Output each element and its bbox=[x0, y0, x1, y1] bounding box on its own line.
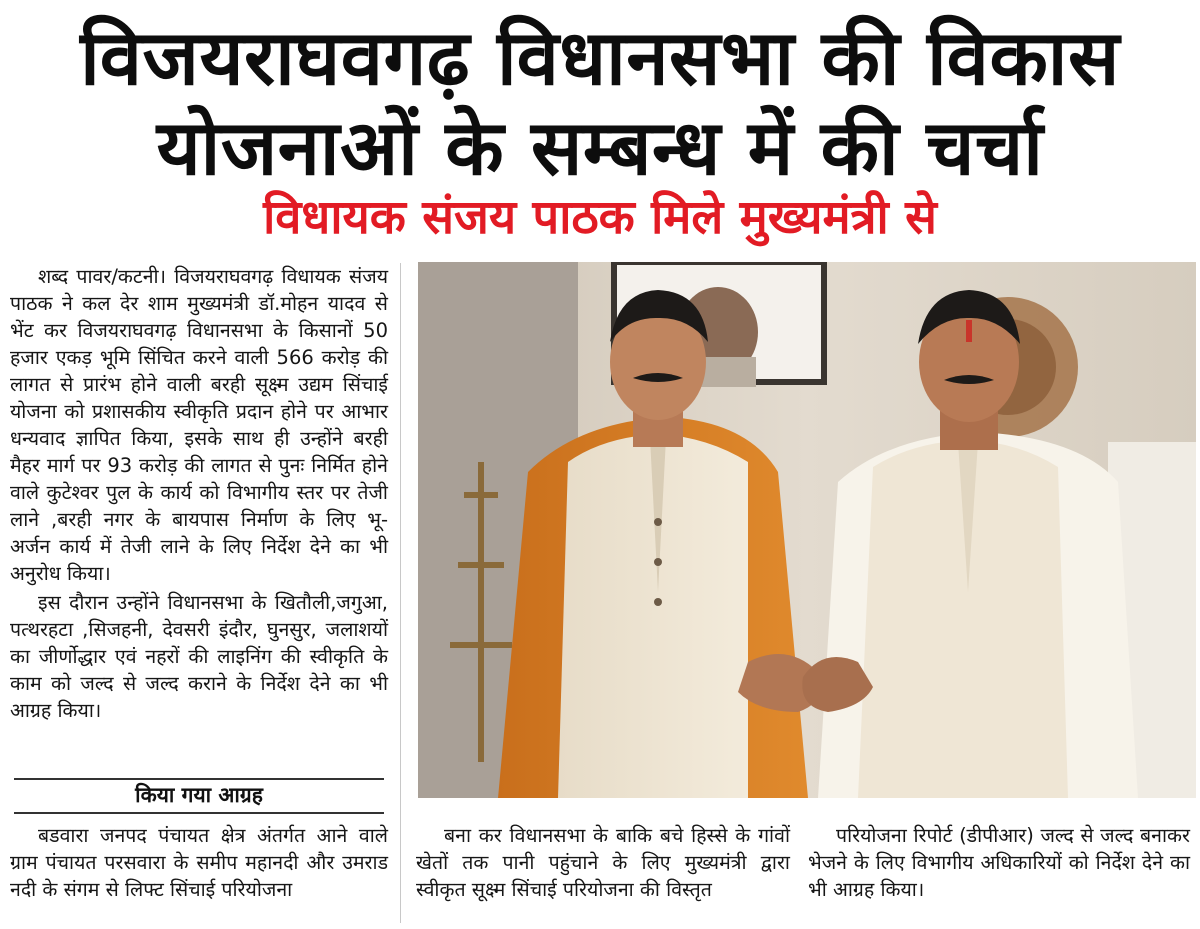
subheading-rule-bottom bbox=[14, 812, 384, 814]
article-bottom-text-1: बडवारा जनपद पंचायत क्षेत्र अंतर्गत आने वाले ग्राम पंचायत परसवारा के समीप महानदी और उमराड नदी के संगम से लिफ्ट सिंचाई परियोजना bbox=[10, 824, 388, 901]
article-paragraph-1: शब्द पावर/कटनी। विजयराघवगढ़ विधायक संजय पाठक ने कल देर शाम मुख्यमंत्री डॉ.मोहन यादव से भेंट कर विजयराघवगढ़ विधानसभा के किसानों 50 हजार एकड़ भूमि सिंचित करने वाली 566 करोड़ की लागत से प्रारंभ होने वाली बरही सूक्ष्म उद्यम सिंचाई योजना को प्रशासकीय स्वीकृति प्रदान होने पर आभार धन्यवाद ज्ञापित किया, इसके साथ ही उन्होंने बरही मैहर मार्ग पर 93 करोड़ की लागत से पुनः निर्मित होने वाले कुटेश्वर पुल के कार्य को विभागीय स्तर पर तेजी लाने ,बरही नगर के बायपास निर्माण के लिए भू- अर्जन कार्य में तेजी लाने के लिए निर्देश देने का भी अनुरोध किया। bbox=[10, 265, 388, 585]
article-bottom-text-3: परियोजना रिपोर्ट (डीपीआर) जल्द से जल्द बनाकर भेजने के लिए विभागीय अधिकारियों को निर्देश देने का भी आग्रह किया। bbox=[808, 824, 1190, 901]
news-photo bbox=[418, 262, 1196, 798]
headline-line-2: योजनाओं के सम्बन्ध में की चर्चा bbox=[156, 103, 1044, 192]
subheading: किया गया आग्रह bbox=[135, 783, 263, 807]
subheadline: विधायक संजय पाठक मिले मुख्यमंत्री से bbox=[263, 190, 937, 245]
article-column-left bbox=[10, 263, 388, 724]
article-bottom-column-2 bbox=[416, 822, 790, 903]
news-photo-handshake-icon bbox=[418, 262, 1196, 798]
article-paragraph-2: इस दौरान उन्होंने विधानसभा के खितौली,जगुआ, पत्थरहटा ,सिजहनी, देवसरी इंदौर, घुनसुर, जलाशयों का जीर्णोद्धार एवं नहरों की लाइनिंग की स्वीकृति के काम को जल्द से जल्द कराने के निर्देश देने का भी आग्रह किया। bbox=[10, 591, 388, 722]
article-bottom-column-1 bbox=[10, 822, 388, 903]
article-bottom-text-2: बना कर विधानसभा के बाकि बचे हिस्से के गांवों खेतों तक पानी पहुंचाने के लिए मुख्यमंत्री द्वारा स्वीकृत सूक्ष्म सिंचाई परियोजना की विस्तृत bbox=[416, 824, 790, 901]
headline-line-1: विजयराघवगढ़ विधानसभा की विकास bbox=[80, 13, 1120, 102]
column-divider bbox=[400, 263, 401, 923]
article-bottom-column-3 bbox=[808, 822, 1190, 903]
